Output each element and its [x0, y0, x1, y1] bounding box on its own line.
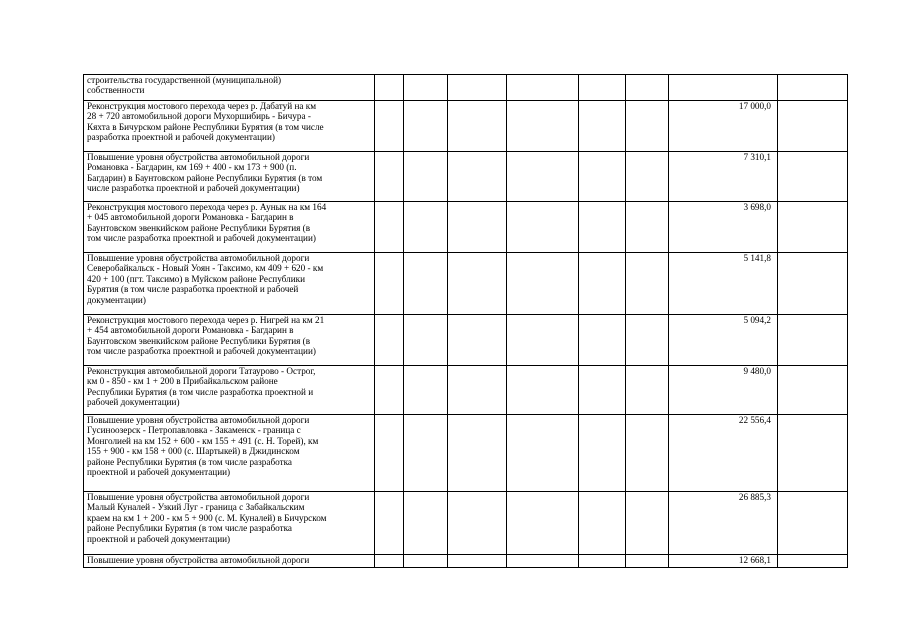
table-row	[84, 253, 848, 315]
empty-cell	[626, 366, 669, 415]
description-line: числе разработка проектной и рабочей документации)	[87, 183, 300, 194]
empty-cell	[507, 152, 579, 202]
row-amount: 17 000,0	[669, 101, 778, 152]
empty-cell	[579, 366, 626, 415]
description-line: + 454 автомобильной дороги Романовка - Багдарин в	[87, 325, 294, 336]
row-description	[84, 152, 375, 202]
row-amount: 3 698,0	[669, 202, 778, 253]
description-line: документации)	[87, 294, 146, 305]
empty-cell	[404, 415, 448, 492]
empty-cell	[778, 101, 848, 152]
empty-cell	[579, 152, 626, 202]
row-amount: 12 668,1	[669, 555, 778, 568]
description-line: проектной и рабочей документации)	[87, 533, 231, 544]
row-amount: 5 141,8	[669, 253, 778, 315]
row-amount: 22 556,4	[669, 415, 778, 492]
description-line: Баунтовском эвенкийском районе Республики Бурятия (в	[87, 222, 311, 233]
description-line: + 045 автомобильной дороги Романовка - Багдарин в	[87, 212, 294, 223]
empty-cell	[375, 315, 404, 366]
empty-cell	[579, 315, 626, 366]
description-line: Повышение уровня обустройства автомобильной дороги	[87, 415, 310, 425]
description-line: районе Республики Бурятия (в том числе разработка	[87, 456, 293, 467]
empty-cell	[404, 202, 448, 253]
empty-cell	[626, 101, 669, 152]
empty-cell	[507, 253, 579, 315]
empty-cell	[448, 253, 507, 315]
empty-cell	[579, 75, 626, 101]
description-line: Реконструкция мостового перехода через р. Аунык на км 164	[87, 202, 327, 212]
description-line: Повышение уровня обустройства автомобильной дороги	[87, 555, 310, 565]
description-line: районе Республики Бурятия (в том числе разработка	[87, 523, 293, 534]
empty-cell	[579, 415, 626, 492]
row-description	[84, 253, 375, 315]
description-line: Романовка - Багдарин, км 169 + 400 - км 173 + 900 (п.	[87, 162, 297, 173]
description-line: Северобайкальск - Новый Уоян - Таксимо, км 409 + 620 - км	[87, 263, 324, 274]
empty-cell	[626, 75, 669, 101]
empty-cell	[448, 152, 507, 202]
empty-cell	[375, 152, 404, 202]
description-line: Реконструкция мостового перехода через р. Дабатуй на км	[87, 101, 317, 111]
row-amount: 5 094,2	[669, 315, 778, 366]
empty-cell	[626, 315, 669, 366]
description-line: Баунтовском эвенкийском районе Республики Бурятия (в	[87, 335, 311, 346]
description-line: собственности	[87, 85, 145, 96]
empty-cell	[507, 555, 579, 568]
table-row	[84, 492, 848, 555]
empty-cell	[778, 202, 848, 253]
table-row	[84, 152, 848, 202]
row-description	[84, 315, 375, 366]
description-line: краем на км 1 + 200 - км 5 + 900 (с. М. Куналей) в Бичурском	[87, 512, 327, 523]
empty-cell	[404, 555, 448, 568]
empty-cell	[448, 101, 507, 152]
row-amount	[669, 75, 778, 101]
empty-cell	[404, 101, 448, 152]
empty-cell	[507, 101, 579, 152]
row-amount: 9 480,0	[669, 366, 778, 415]
description-line: Республики Бурятия (в том числе разработка проектной и	[87, 386, 314, 397]
empty-cell	[579, 253, 626, 315]
description-line: рабочей документации)	[87, 397, 180, 408]
empty-cell	[448, 492, 507, 555]
empty-cell	[404, 366, 448, 415]
empty-cell	[579, 202, 626, 253]
description-line: Багдарин) в Баунтовском районе Республики Бурятия (в том	[87, 172, 323, 183]
empty-cell	[579, 492, 626, 555]
empty-cell	[778, 415, 848, 492]
table-row	[84, 202, 848, 253]
description-line: Малый Куналей - Узкий Луг - граница с Забайкальским	[87, 502, 305, 513]
empty-cell	[626, 415, 669, 492]
description-line: строительства государственной (муниципальной)	[87, 75, 282, 85]
empty-cell	[404, 315, 448, 366]
description-line: Кяхта в Бичурском районе Республики Бурятия (в том числе	[87, 121, 324, 132]
empty-cell	[375, 555, 404, 568]
description-line: том числе разработка проектной и рабочей документации)	[87, 346, 316, 357]
empty-cell	[404, 492, 448, 555]
empty-cell	[448, 415, 507, 492]
row-description	[84, 75, 375, 101]
empty-cell	[448, 75, 507, 101]
description-line: проектной и рабочей документации)	[87, 467, 231, 478]
empty-cell	[507, 415, 579, 492]
empty-cell	[778, 152, 848, 202]
empty-cell	[375, 101, 404, 152]
empty-cell	[404, 253, 448, 315]
empty-cell	[448, 202, 507, 253]
table-body	[84, 75, 848, 568]
row-description	[84, 101, 375, 152]
empty-cell	[579, 101, 626, 152]
table-row	[84, 75, 848, 101]
empty-cell	[507, 75, 579, 101]
empty-cell	[507, 492, 579, 555]
empty-cell	[375, 253, 404, 315]
description-line: км 0 - 850 - км 1 + 200 в Прибайкальском районе	[87, 376, 278, 387]
empty-cell	[404, 152, 448, 202]
row-description	[84, 202, 375, 253]
description-line: том числе разработка проектной и рабочей документации)	[87, 233, 316, 244]
empty-cell	[626, 555, 669, 568]
empty-cell	[507, 315, 579, 366]
empty-cell	[579, 555, 626, 568]
description-line: Гусиноозерск - Петропавловка - Закаменск - граница с	[87, 425, 301, 436]
empty-cell	[375, 202, 404, 253]
table-row	[84, 555, 848, 568]
description-line: Бурятия (в том числе разработка проектной и рабочей	[87, 284, 299, 295]
empty-cell	[448, 555, 507, 568]
table-row	[84, 315, 848, 366]
description-line: 420 + 100 (пгт. Таксимо) в Муйском районе Республики	[87, 273, 306, 284]
row-description	[84, 366, 375, 415]
description-line: Повышение уровня обустройства автомобильной дороги	[87, 492, 310, 502]
description-line: 155 + 900 - км 158 + 000 (с. Шартыкей) в Джидинском	[87, 446, 300, 457]
row-amount: 26 885,3	[669, 492, 778, 555]
empty-cell	[448, 366, 507, 415]
empty-cell	[375, 75, 404, 101]
empty-cell	[404, 75, 448, 101]
empty-cell	[626, 202, 669, 253]
row-description	[84, 415, 375, 492]
description-line: 28 + 720 автомобильной дороги Мухоршибирь - Бичура -	[87, 111, 311, 122]
empty-cell	[626, 152, 669, 202]
empty-cell	[778, 492, 848, 555]
table-row	[84, 366, 848, 415]
empty-cell	[778, 315, 848, 366]
row-description	[84, 555, 375, 568]
empty-cell	[375, 492, 404, 555]
row-amount: 7 310,1	[669, 152, 778, 202]
empty-cell	[448, 315, 507, 366]
table-row	[84, 101, 848, 152]
empty-cell	[778, 75, 848, 101]
description-line: Повышение уровня обустройства автомобильной дороги	[87, 253, 310, 263]
description-line: Монголией на км 152 + 600 - км 155 + 491 (с. Н. Торей), км	[87, 435, 319, 446]
description-line: Повышение уровня обустройства автомобильной дороги	[87, 152, 310, 162]
empty-cell	[375, 415, 404, 492]
description-line: Реконструкция автомобильной дороги Татаурово - Острог,	[87, 366, 316, 376]
budget-table	[83, 74, 848, 568]
row-description	[84, 492, 375, 555]
empty-cell	[507, 202, 579, 253]
empty-cell	[507, 366, 579, 415]
table-row	[84, 415, 848, 492]
empty-cell	[778, 555, 848, 568]
description-line: разработка проектной и рабочей документации)	[87, 132, 275, 143]
empty-cell	[626, 253, 669, 315]
empty-cell	[375, 366, 404, 415]
description-line: Реконструкция мостового перехода через р. Нигрей на км 21	[87, 315, 325, 325]
empty-cell	[626, 492, 669, 555]
empty-cell	[778, 366, 848, 415]
empty-cell	[778, 253, 848, 315]
